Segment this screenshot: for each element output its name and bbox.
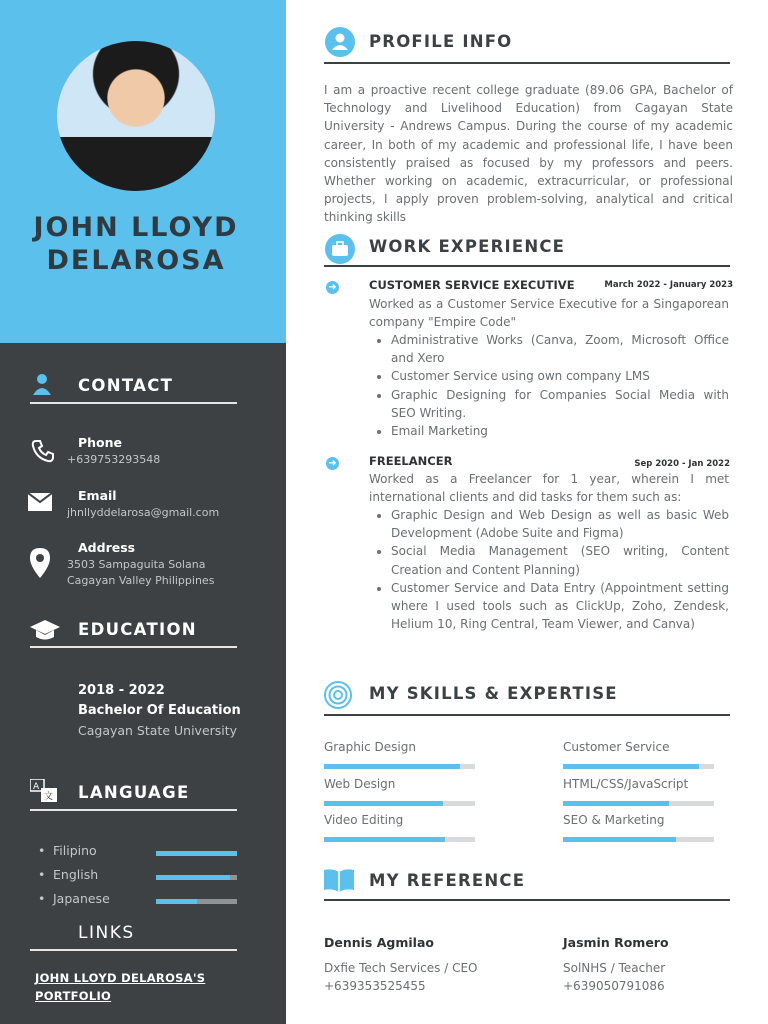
language-bullet: • [38,891,46,906]
portfolio-link-line-1: JOHN LLOYD DELAROSA'S [35,971,206,985]
portfolio-link[interactable] [35,969,255,1005]
reference-divider [324,899,730,901]
translate-icon [30,779,58,805]
skill-level-fill [563,801,669,806]
job-2-bullets [369,506,729,633]
education-divider [30,646,237,648]
job-bullet-item: • Email Marketing [391,422,729,440]
profile-info-divider [324,62,730,64]
skill-name: Graphic Design [324,740,416,754]
skill-level-bar [324,837,475,842]
email-icon [28,493,52,511]
contact-heading: CONTACT [78,376,174,395]
language-level-bar [156,875,237,880]
job-1-arrow-icon: ➜ [326,281,339,294]
language-bullet: • [38,843,46,858]
phone-icon [30,438,56,464]
person-icon [33,373,51,395]
job-bullet-item: • Social Media Management (SEO writing, Content Creation and Content Planning) [391,542,729,578]
phone-value[interactable]: +639753293548 [67,453,161,466]
address-line-2: Cagayan Valley Philippines [67,574,215,587]
profile-info-heading: PROFILE INFO [369,32,513,51]
job-1-title: CUSTOMER SERVICE EXECUTIVE [369,278,575,292]
work-divider [324,265,730,267]
language-divider [30,809,237,811]
job-2-arrow-icon: ➜ [326,457,339,470]
target-icon [323,680,353,710]
profile-user-icon [325,27,355,57]
job-bullet-item: • Customer Service using own company LMS [391,367,729,385]
job-1-description: Worked as a Customer Service Executive for a Singaporean company "Empire Code" [369,297,729,330]
education-years: 2018 - 2022 [78,683,165,698]
phone-label: Phone [78,435,123,450]
svg-text:A: A [33,782,40,792]
job-bullet-item: • Customer Service and Data Entry (Appointment setting where I used tools such as ClickUp, Zoho, Zendesk, Helium 10, Ring Central, Team Viewer, and Canva) [391,579,729,634]
skill-level-bar [563,837,714,842]
education-degree: Bachelor Of Education [78,703,241,718]
job-1-bullets [369,331,729,440]
svg-text:文: 文 [44,792,54,802]
job-1-date: March 2022 - January 2023 [604,280,733,290]
email-label: Email [78,488,117,503]
job-2-description: Worked as a Freelancer for 1 year, wherein I met international clients and did tasks for them such as: [369,472,729,505]
education-heading: EDUCATION [78,620,197,639]
profile-summary: I am a proactive recent college graduate (89.06 GPA, Bachelor of Technology and Livelihood Education) from Cagayan State University - Andrews Campus. During the course of my academic career, In both of my academic and professional life, I have been consistently praised as focused by my professors and peers. Whether working on academic, extracurricular, or professional projects, I apply proven problem-solving, analytical and critical thinking skills [324,83,733,225]
job-bullet-item: • Graphic Designing for Companies Social Media with SEO Writing. [391,386,729,422]
skill-name: Video Editing [324,813,404,827]
skill-level-bar [324,801,475,806]
skill-level-bar [563,764,714,769]
language-level-fill [156,875,230,880]
reference-role: Dxfie Tech Services / CEO [324,961,478,975]
person-name [0,211,272,277]
skill-name: SEO & Marketing [563,813,665,827]
skill-name: HTML/CSS/JavaScript [563,777,689,791]
skill-level-fill [563,764,699,769]
skill-level-bar [563,801,714,806]
name-line-2: DELAROSA [46,245,226,276]
address-line-1: 3503 Sampaguita Solana [67,558,206,571]
open-book-icon [323,868,355,892]
language-name: English [53,867,99,882]
language-name: Japanese [53,891,110,906]
briefcase-icon [325,234,355,264]
language-name: Filipino [53,843,97,858]
address-label: Address [78,540,136,555]
skill-name: Web Design [324,777,396,791]
skill-name: Customer Service [563,740,670,754]
education-school: Cagayan State University [78,723,238,738]
skills-divider [324,714,730,716]
reference-name: Dennis Agmilao [324,935,434,950]
language-level-fill [156,899,197,904]
work-heading: WORK EXPERIENCE [369,237,566,256]
reference-name: Jasmin Romero [563,935,669,950]
skills-heading: MY SKILLS & EXPERTISE [369,684,618,703]
reference-heading: MY REFERENCE [369,871,526,890]
links-divider [30,949,237,951]
language-heading: LANGUAGE [78,783,190,802]
portfolio-link-line-2: PORTFOLIO [35,989,112,1003]
job-bullet-item: • Graphic Design and Web Design as well as basic Web Development (Adobe Suite and Figma) [391,506,729,542]
language-level-bar [156,851,237,856]
profile-photo [57,41,215,191]
skill-level-fill [324,801,443,806]
reference-phone[interactable]: +639050791086 [563,979,665,993]
reference-phone[interactable]: +639353525455 [324,979,426,993]
links-heading: LINKS [78,923,135,943]
job-2-title: FREELANCER [369,454,453,468]
job-2-date: Sep 2020 - Jan 2022 [634,459,730,469]
graduation-cap-icon [30,620,60,642]
job-bullet-item: • Administrative Works (Canva, Zoom, Microsoft Office and Xero [391,331,729,367]
skill-level-fill [324,837,445,842]
language-bullet: • [38,867,46,882]
skill-level-fill [563,837,676,842]
skill-level-fill [324,764,460,769]
email-value[interactable]: jhnllyddelarosa@gmail.com [67,506,220,519]
contact-divider [30,402,237,404]
skill-level-bar [324,764,475,769]
language-level-fill [156,851,237,856]
language-level-bar [156,899,237,904]
name-line-1: JOHN LLOYD [33,212,239,243]
reference-role: SolNHS / Teacher [563,961,666,975]
location-pin-icon [30,548,50,578]
